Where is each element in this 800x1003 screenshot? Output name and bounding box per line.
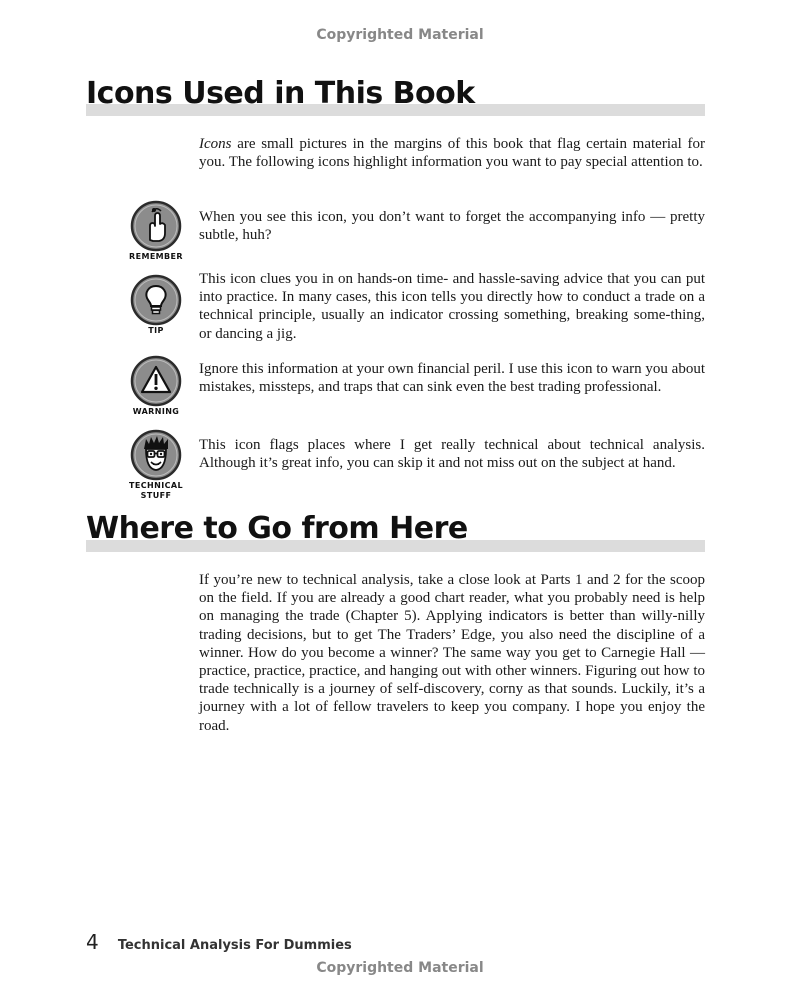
warning-label: WARNING	[132, 407, 180, 416]
intro-text: are small pictures in the margins of this book that flag certain material for you. The following icons highlight information you want to pay special attention to.	[199, 136, 705, 171]
remember-label: REMEMBER	[129, 252, 183, 261]
tip-icon	[130, 274, 182, 326]
technical-stuff-icon	[130, 429, 182, 481]
technical-stuff-label-line2: STUFF	[140, 491, 172, 500]
section-heading-where-to-go	[86, 511, 705, 553]
running-footer-title: Technical Analysis For Dummies	[117, 938, 352, 953]
warning-icon	[130, 355, 182, 407]
remember-paragraph: When you see this icon, you don’t want to forget the accompanying info — pretty subtle, huh?	[199, 209, 705, 244]
copyright-watermark-top: Copyrighted Material	[316, 27, 484, 43]
copyright-watermark-bottom: Copyrighted Material	[316, 960, 484, 976]
warning-icon-block	[128, 355, 184, 417]
technical-stuff-paragraph: This icon flags places where I get really technical about technical analysis. Although it’s great info, you can skip it and not miss out on the subject at hand.	[199, 437, 705, 472]
intro-paragraph	[199, 135, 705, 171]
page-number: 4	[86, 930, 99, 954]
warning-paragraph: Ignore this information at your own financial peril. I use this icon to warn you about mistakes, missteps, and traps that can sink even the best trading professional.	[199, 361, 705, 396]
page-footer	[86, 930, 352, 954]
tip-icon-block	[128, 274, 184, 336]
section-title: Where to Go from Here	[86, 511, 468, 546]
section-heading-icons	[86, 76, 705, 118]
where-to-go-paragraph: If you’re new to technical analysis, take a close look at Parts 1 and 2 for the scoop on the field. If you are already a good chart reader, what you probably need is help on managing the trade (Chapter 5). Applying indicators is better than willy-nilly trading decisions, but to get The Traders’ Edge, you also need the discipline of a winner. How do you become a winner? The same way you get to Carnegie Hall — practice, practice, practice, and hanging out with other winners. Figuring out how to trade technically is a journey of self-discovery, corny as that sounds. Luckily, it’s a journey with a lot of fellow travelers to keep you company. I hope you enjoy the road.	[199, 572, 705, 734]
remember-icon-block	[128, 200, 184, 262]
technical-stuff-icon-block	[128, 429, 184, 501]
section-title: Icons Used in This Book	[86, 76, 475, 111]
technical-stuff-label-line1: TECHNICAL	[129, 481, 183, 490]
tip-label: TIP	[148, 326, 164, 335]
remember-icon	[130, 200, 182, 252]
intro-emphasis: Icons	[199, 136, 232, 152]
tip-paragraph: This icon clues you in on hands-on time- and hassle-saving advice that you can put into practice. In many cases, this icon tells you directly how to conduct a trade on a technical principle, usually an indicator crossing something, breaking some-thing, or dancing a jig.	[199, 271, 705, 342]
